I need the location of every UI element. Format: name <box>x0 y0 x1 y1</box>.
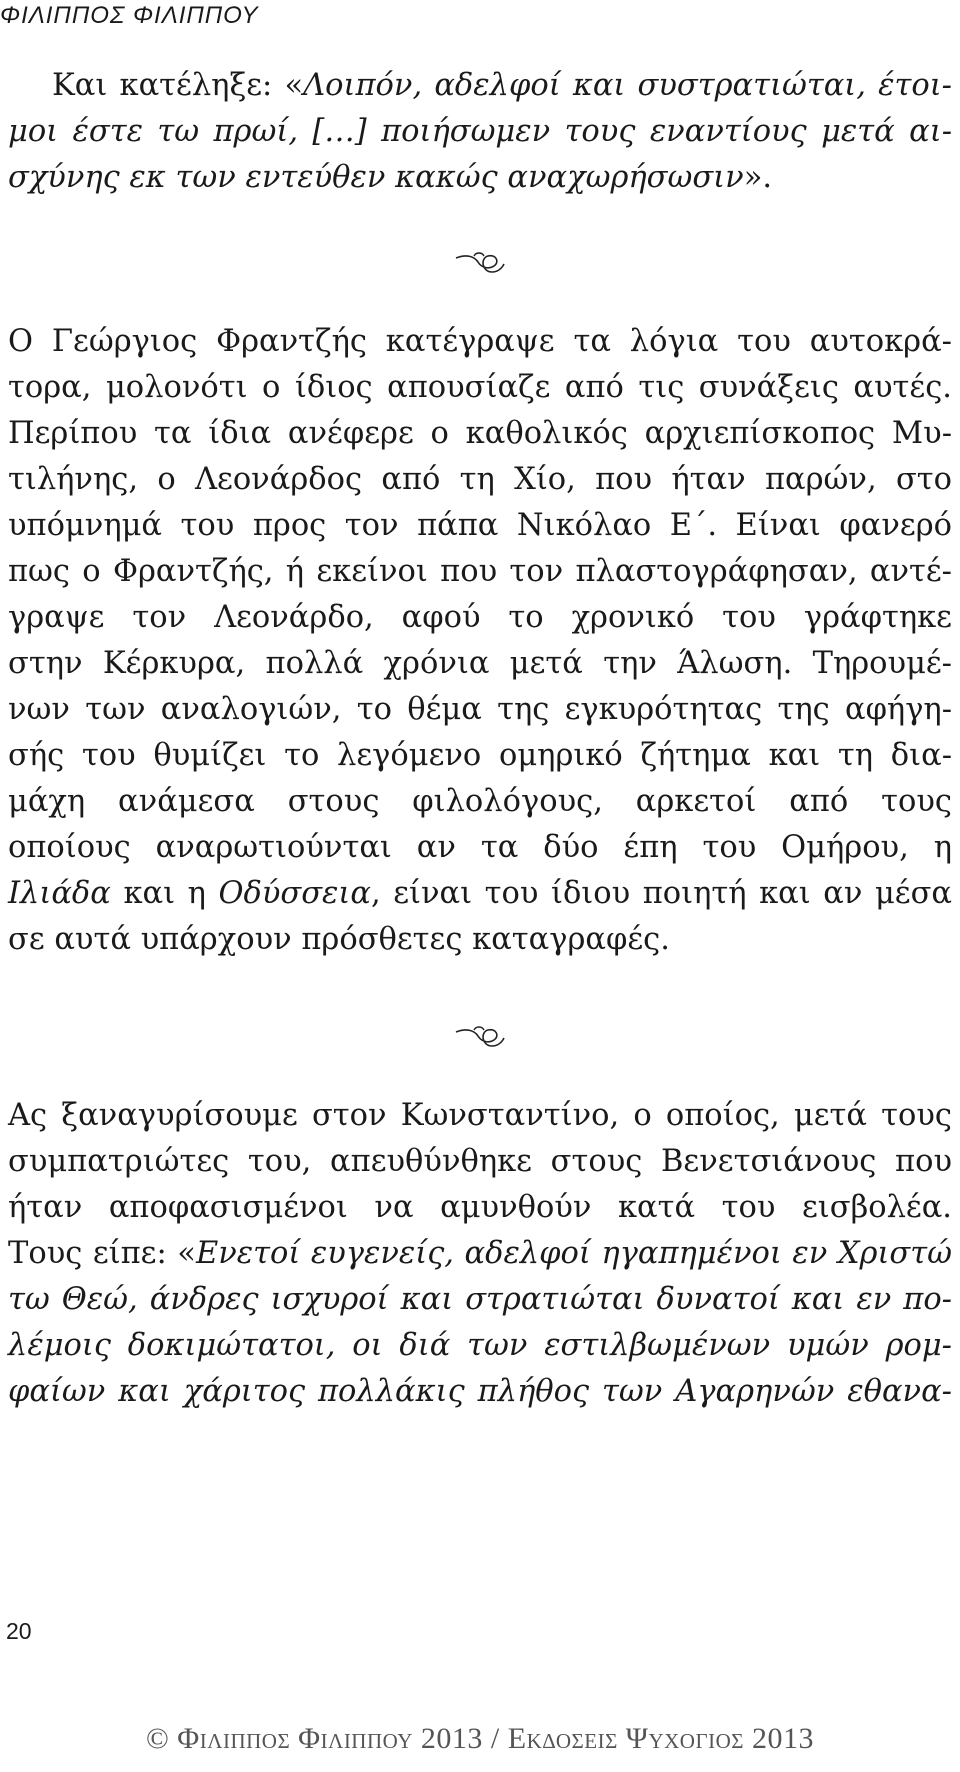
text-line: Τους είπε: «Ενετοί ευγενείς, αδελφοί ηγαπημένοι εν Χριστώ <box>8 1236 952 1271</box>
text-line: Ο Γεώργιος Φραντζής κατέγραψε τα λόγια του αυτοκρά- <box>8 324 952 359</box>
text-line: σής του θυμίζει το λεγόμενο ομηρικό ζήτημα και τη δια- <box>8 738 952 773</box>
text-line: μοι έστε τω πρωί, […] ποιήσωμεν τους εναντίους μετά αι- <box>8 114 952 149</box>
text-line: Ας ξαναγυρίσουμε στον Κωνσταντίνο, ο οποίος, μετά τους <box>8 1098 952 1133</box>
text-line: μάχη ανάμεσα στους φιλολόγους, αρκετοί από τους <box>8 784 952 819</box>
text-line: τιλήνης, ο Λεονάρδος από τη Χίο, που ήταν παρών, στο <box>8 462 952 497</box>
text-line: οποίους αναρωτιούνται αν τα δύο έπη του Ομήρου, η <box>8 830 952 865</box>
text-line: στην Κέρκυρα, πολλά χρόνια μετά την Άλωση. Τηρουμέ- <box>8 646 952 681</box>
text-line: τορα, μολονότι ο ίδιος απουσίαζε από τις συνάξεις αυτές. <box>8 370 952 405</box>
copyright-notice: © Φιλιππος Φιλιππου 2013 / Εκδοσεις Ψυχογιος 2013 <box>146 1722 814 1755</box>
text-line: συμπατριώτες του, απευθύνθηκε στους Βενετσιάνους που <box>8 1144 952 1179</box>
running-head: ΦΙΛΙΠΠΟΣ ΦΙΛΙΠΠΟΥ <box>0 2 259 29</box>
section-break-ornament-icon <box>452 248 508 278</box>
text-line: φαίων και χάριτος πολλάκις πλήθος των Αγαρηνών εθανα- <box>8 1374 952 1409</box>
text-line: Και κατέληξε: «Λοιπόν, αδελφοί και συστρατιώται, έτοι- <box>52 68 952 103</box>
text-line: σε αυτά υπάρχουν πρόσθετες καταγραφές. <box>8 922 670 957</box>
text-line: λέμοις δοκιμώτατοι, οι διά των εστιλβωμένων υμών ρομ- <box>8 1328 952 1363</box>
text-line: Ιλιάδα και η Οδύσσεια, είναι του ίδιου ποιητή και αν μέσα <box>8 876 952 911</box>
text-line: σχύνης εκ των εντεύθεν κακώς αναχωρήσωσιν». <box>8 160 773 195</box>
text-line: τω Θεώ, άνδρες ισχυροί και στρατιώται δυνατοί και εν πο- <box>8 1282 952 1317</box>
text-line: υπόμνημά του προς τον πάπα Νικόλαο Ε΄. Είναι φανερό <box>8 508 952 543</box>
page-number: 20 <box>6 1618 32 1644</box>
text-line: ήταν αποφασισμένοι να αμυνθούν κατά του εισβολέα. <box>8 1190 952 1225</box>
section-break-ornament-icon <box>452 1022 508 1052</box>
text-line: γραψε τον Λεονάρδο, αφού το χρονικό του γράφτηκε <box>8 600 952 635</box>
text-line: νων των αναλογιών, το θέμα της εγκυρότητας της αφήγη- <box>8 692 952 727</box>
text-line: πως ο Φραντζής, ή εκείνοι που τον πλαστογράφησαν, αντέ- <box>8 554 952 589</box>
text-line: Περίπου τα ίδια ανέφερε ο καθολικός αρχιεπίσκοπος Μυ- <box>8 416 952 451</box>
